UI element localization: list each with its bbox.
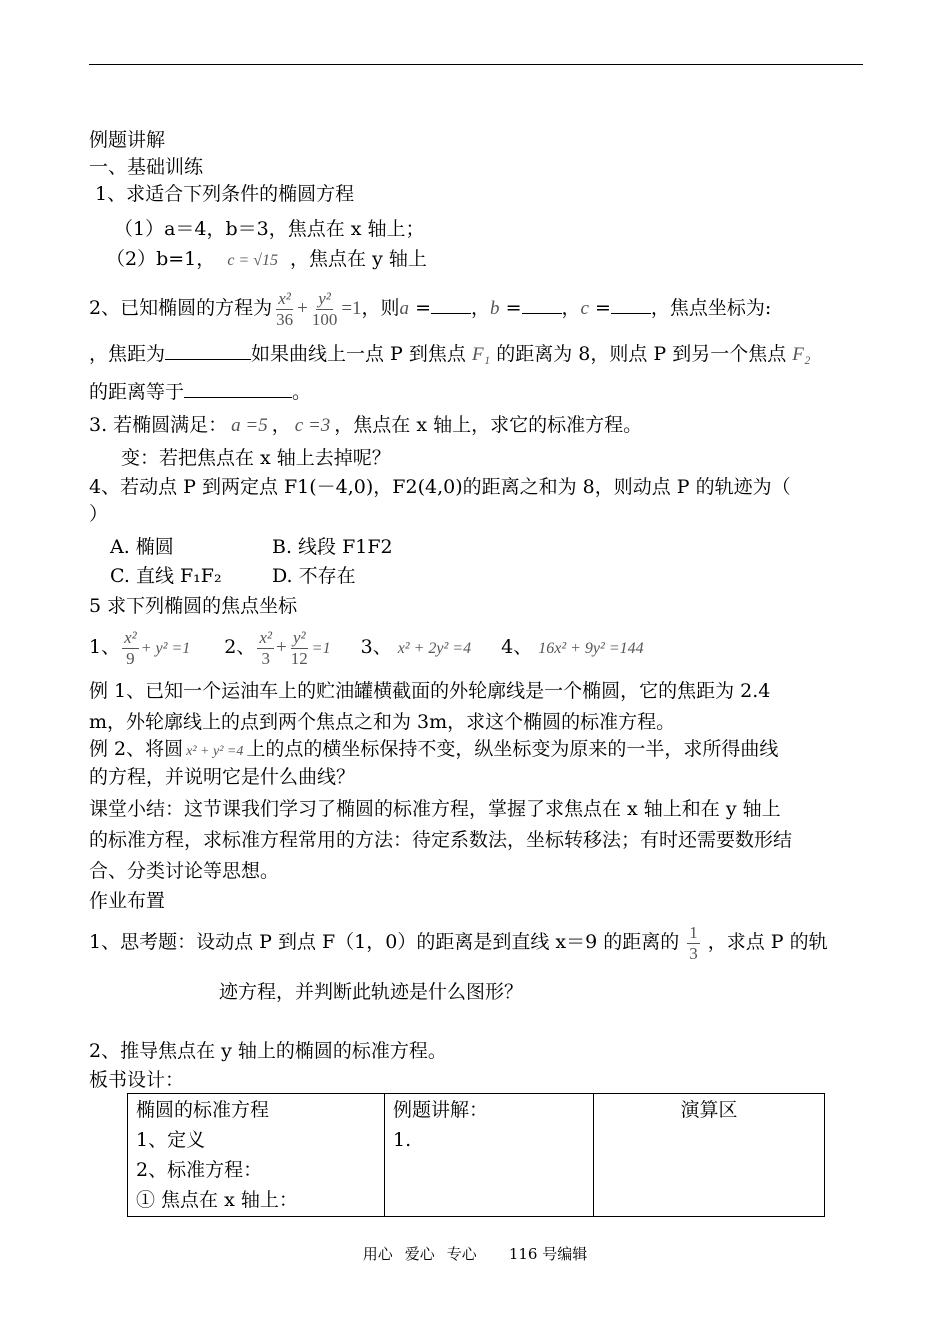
blank-b[interactable] bbox=[522, 295, 562, 314]
q2-frac-y: $\frac{\text{y²}}{100}$ bbox=[311, 288, 338, 329]
example1-line2: m，外轮廓线上的点到两个焦点之和为 3m，求这个椭圆的标准方程。 bbox=[89, 711, 676, 733]
q3-variant: 变：若把焦点在 x 轴上去掉呢？ bbox=[121, 447, 391, 469]
board-design-table bbox=[127, 1093, 825, 1217]
example2-line1: 例 2、将圆 x² + y² =4 上的点的横坐标保持不变，纵坐标变为原来的一半，求所得曲线 bbox=[89, 738, 779, 760]
q4-stem: 4、若动点 P 到两定点 F1(－4,0)，F2(4,0)的距离之和为 8，则动点 P 的轨迹为（ bbox=[89, 476, 791, 498]
q1-case1: （1）a＝4，b＝3，焦点在 x 轴上； bbox=[114, 218, 425, 240]
board-col-examples: 例题讲解： 1. bbox=[385, 1094, 594, 1217]
homework-item2: 2、推导焦点在 y 轴上的椭圆的标准方程。 bbox=[89, 1040, 447, 1062]
q1-stem: 1、求适合下列条件的椭圆方程 bbox=[95, 183, 355, 205]
summary-line2: 的标准方程，求标准方程常用的方法：待定系数法，坐标转移法；有时还需要数形结 bbox=[89, 829, 793, 851]
homework-title: 作业布置 bbox=[89, 890, 166, 912]
q2-line1: 2、已知椭圆的方程为 $\frac{\text{x²}}{36}$ + $\frac{\text{y²}}{100}$ =1，则a = ，b = ，c = ，焦点坐标为: bbox=[89, 288, 772, 329]
summary-line3: 合、分类讨论等思想。 bbox=[89, 860, 280, 882]
q1-c-value: c = √15 bbox=[227, 252, 278, 269]
q2-frac-x: $\frac{\text{x²}}{36}$ bbox=[276, 288, 294, 329]
board-col-workspace: 演算区 bbox=[594, 1094, 825, 1217]
q5-stem: 5 求下列椭圆的焦点坐标 bbox=[89, 595, 298, 617]
q4-stem-end: ） bbox=[89, 503, 109, 525]
homework-item1: 1、思考题：设动点 P 到点 F（1，0）的距离是到直线 x＝9 的距离的 $\frac{1}{3}$ ，求点 P 的轨 bbox=[89, 922, 828, 963]
board-title: 板书设计： bbox=[89, 1069, 185, 1091]
q4-option-b: B. 线段 F1F2 bbox=[272, 536, 393, 558]
example2-line2: 的方程，并说明它是什么曲线？ bbox=[89, 766, 356, 788]
header-rule bbox=[89, 64, 863, 65]
q4-option-c: C. 直线 F₁F₂ bbox=[110, 565, 222, 587]
q4-option-d: D. 不存在 bbox=[272, 565, 356, 587]
section-title: 例题讲解 bbox=[89, 129, 166, 151]
blank-focal-distance[interactable] bbox=[165, 341, 251, 360]
page-footer: 用心 爱心 专心 116 号编辑 bbox=[362, 1245, 588, 1263]
blank-c[interactable] bbox=[611, 295, 651, 314]
q3-line: 3. 若椭圆满足： a =5 ， c =3 ，焦点在 x 轴上，求它的标准方程。 bbox=[89, 414, 643, 436]
q1-case2: （2）b=1， c = √15 ，焦点在 y 轴上 bbox=[106, 248, 427, 270]
blank-a[interactable] bbox=[431, 295, 471, 314]
summary-line1: 课堂小结：这节课我们学习了椭圆的标准方程，掌握了求焦点在 x 轴上和在 y 轴上 bbox=[89, 798, 781, 820]
example1-line1: 例 1、已知一个运油车上的贮油罐横截面的外轮廓线是一个椭圆，它的焦距为 2.4 bbox=[89, 680, 771, 702]
part-heading: 一、基础训练 bbox=[89, 156, 204, 178]
q4-option-a: A. 椭圆 bbox=[110, 536, 174, 558]
homework-item1-line2: 迹方程，并判断此轨迹是什么图形？ bbox=[219, 981, 524, 1003]
q2-line3: 的距离等于 。 bbox=[89, 381, 312, 403]
q2-line2: ，焦距为 如果曲线上一点 P 到焦点 F₁ 的距离为 8，则点 P 到另一个焦点 F₂ bbox=[89, 343, 811, 365]
blank-distance[interactable] bbox=[184, 379, 292, 398]
q5-items: 1、 $\frac{\text{x²}}{9}$ + y² =1 2、 $\frac{\text{x²}}{3}$ + $\frac{\text{y²}}{12}$ =1 3、 x² + 2y² =4 4、 16x² + 9y² =144 bbox=[89, 627, 644, 668]
board-col-definition: 椭圆的标准方程 1、定义 2、标准方程： ① 焦点在 x 轴上： bbox=[128, 1094, 385, 1217]
